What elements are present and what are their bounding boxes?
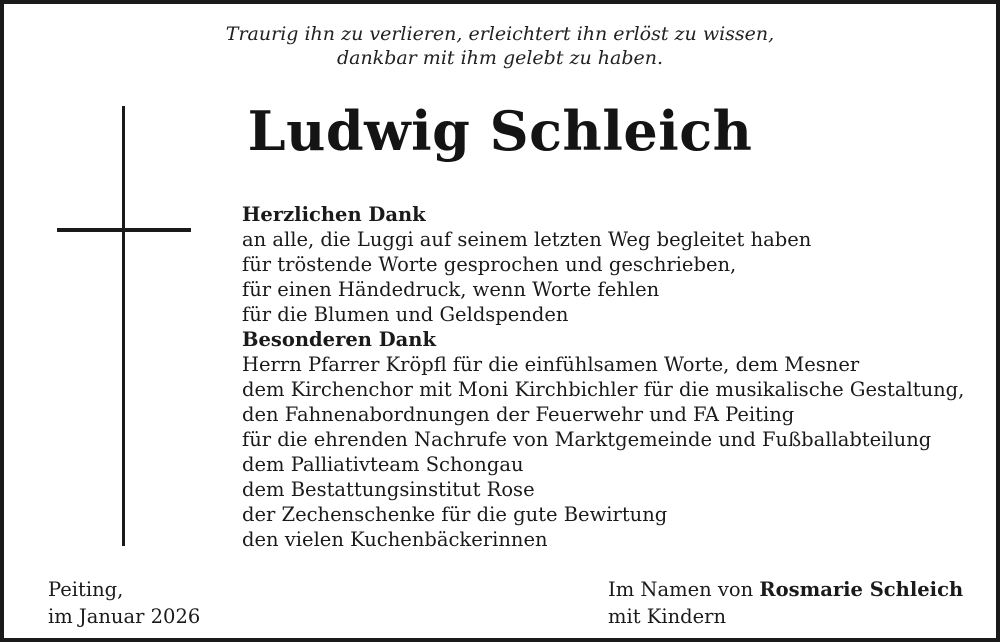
thanks-heading-1: Herzlichen Dank <box>242 203 426 226</box>
thanks-line: für einen Händedruck, wenn Worte fehlen <box>242 278 660 301</box>
cross-icon-horizontal-bar <box>57 228 191 232</box>
signature-line-1 <box>608 576 963 603</box>
place: Peiting, <box>48 578 124 601</box>
thanks-line: dem Bestattungsinstitut Rose <box>242 478 535 501</box>
place-and-date <box>48 576 200 630</box>
motto <box>4 22 996 70</box>
thanks-line: den Fahnenabordnungen der Feuerwehr und FA Peiting <box>242 403 795 426</box>
signature-name: Rosmarie Schleich <box>759 578 964 601</box>
thanks-line: an alle, die Luggi auf seinem letzten Weg begleitet haben <box>242 228 812 251</box>
thanks-line: für die ehrenden Nachrufe von Marktgemeinde und Fußballabteilung <box>242 428 932 451</box>
thanks-heading-2: Besonderen Dank <box>242 328 436 351</box>
thanks-line: dem Kirchenchor mit Moni Kirchbichler für die musikalische Gestaltung, <box>242 378 965 401</box>
deceased-name: Ludwig Schleich <box>247 99 753 163</box>
thanks-line: für die Blumen und Geldspenden <box>242 303 569 326</box>
cross-icon-vertical-bar <box>122 106 125 546</box>
thanks-text <box>242 202 964 552</box>
thanks-line: dem Palliativteam Schongau <box>242 453 524 476</box>
signature-prefix: Im Namen von <box>608 578 760 601</box>
signature <box>608 576 963 630</box>
date: im Januar 2026 <box>48 605 201 628</box>
thanks-line: Herrn Pfarrer Kröpfl für die einfühlsamen Worte, dem Mesner <box>242 353 860 376</box>
signature-line-2: mit Kindern <box>608 605 727 628</box>
thanks-line: der Zechenschenke für die gute Bewirtung <box>242 503 668 526</box>
thanks-line: für tröstende Worte gesprochen und geschrieben, <box>242 253 737 276</box>
thanks-line: den vielen Kuchenbäckerinnen <box>242 528 548 551</box>
motto-line-1: Traurig ihn zu verlieren, erleichtert ihn erlöst zu wissen, <box>225 23 775 45</box>
motto-line-2: dankbar mit ihm gelebt zu haben. <box>336 47 664 69</box>
